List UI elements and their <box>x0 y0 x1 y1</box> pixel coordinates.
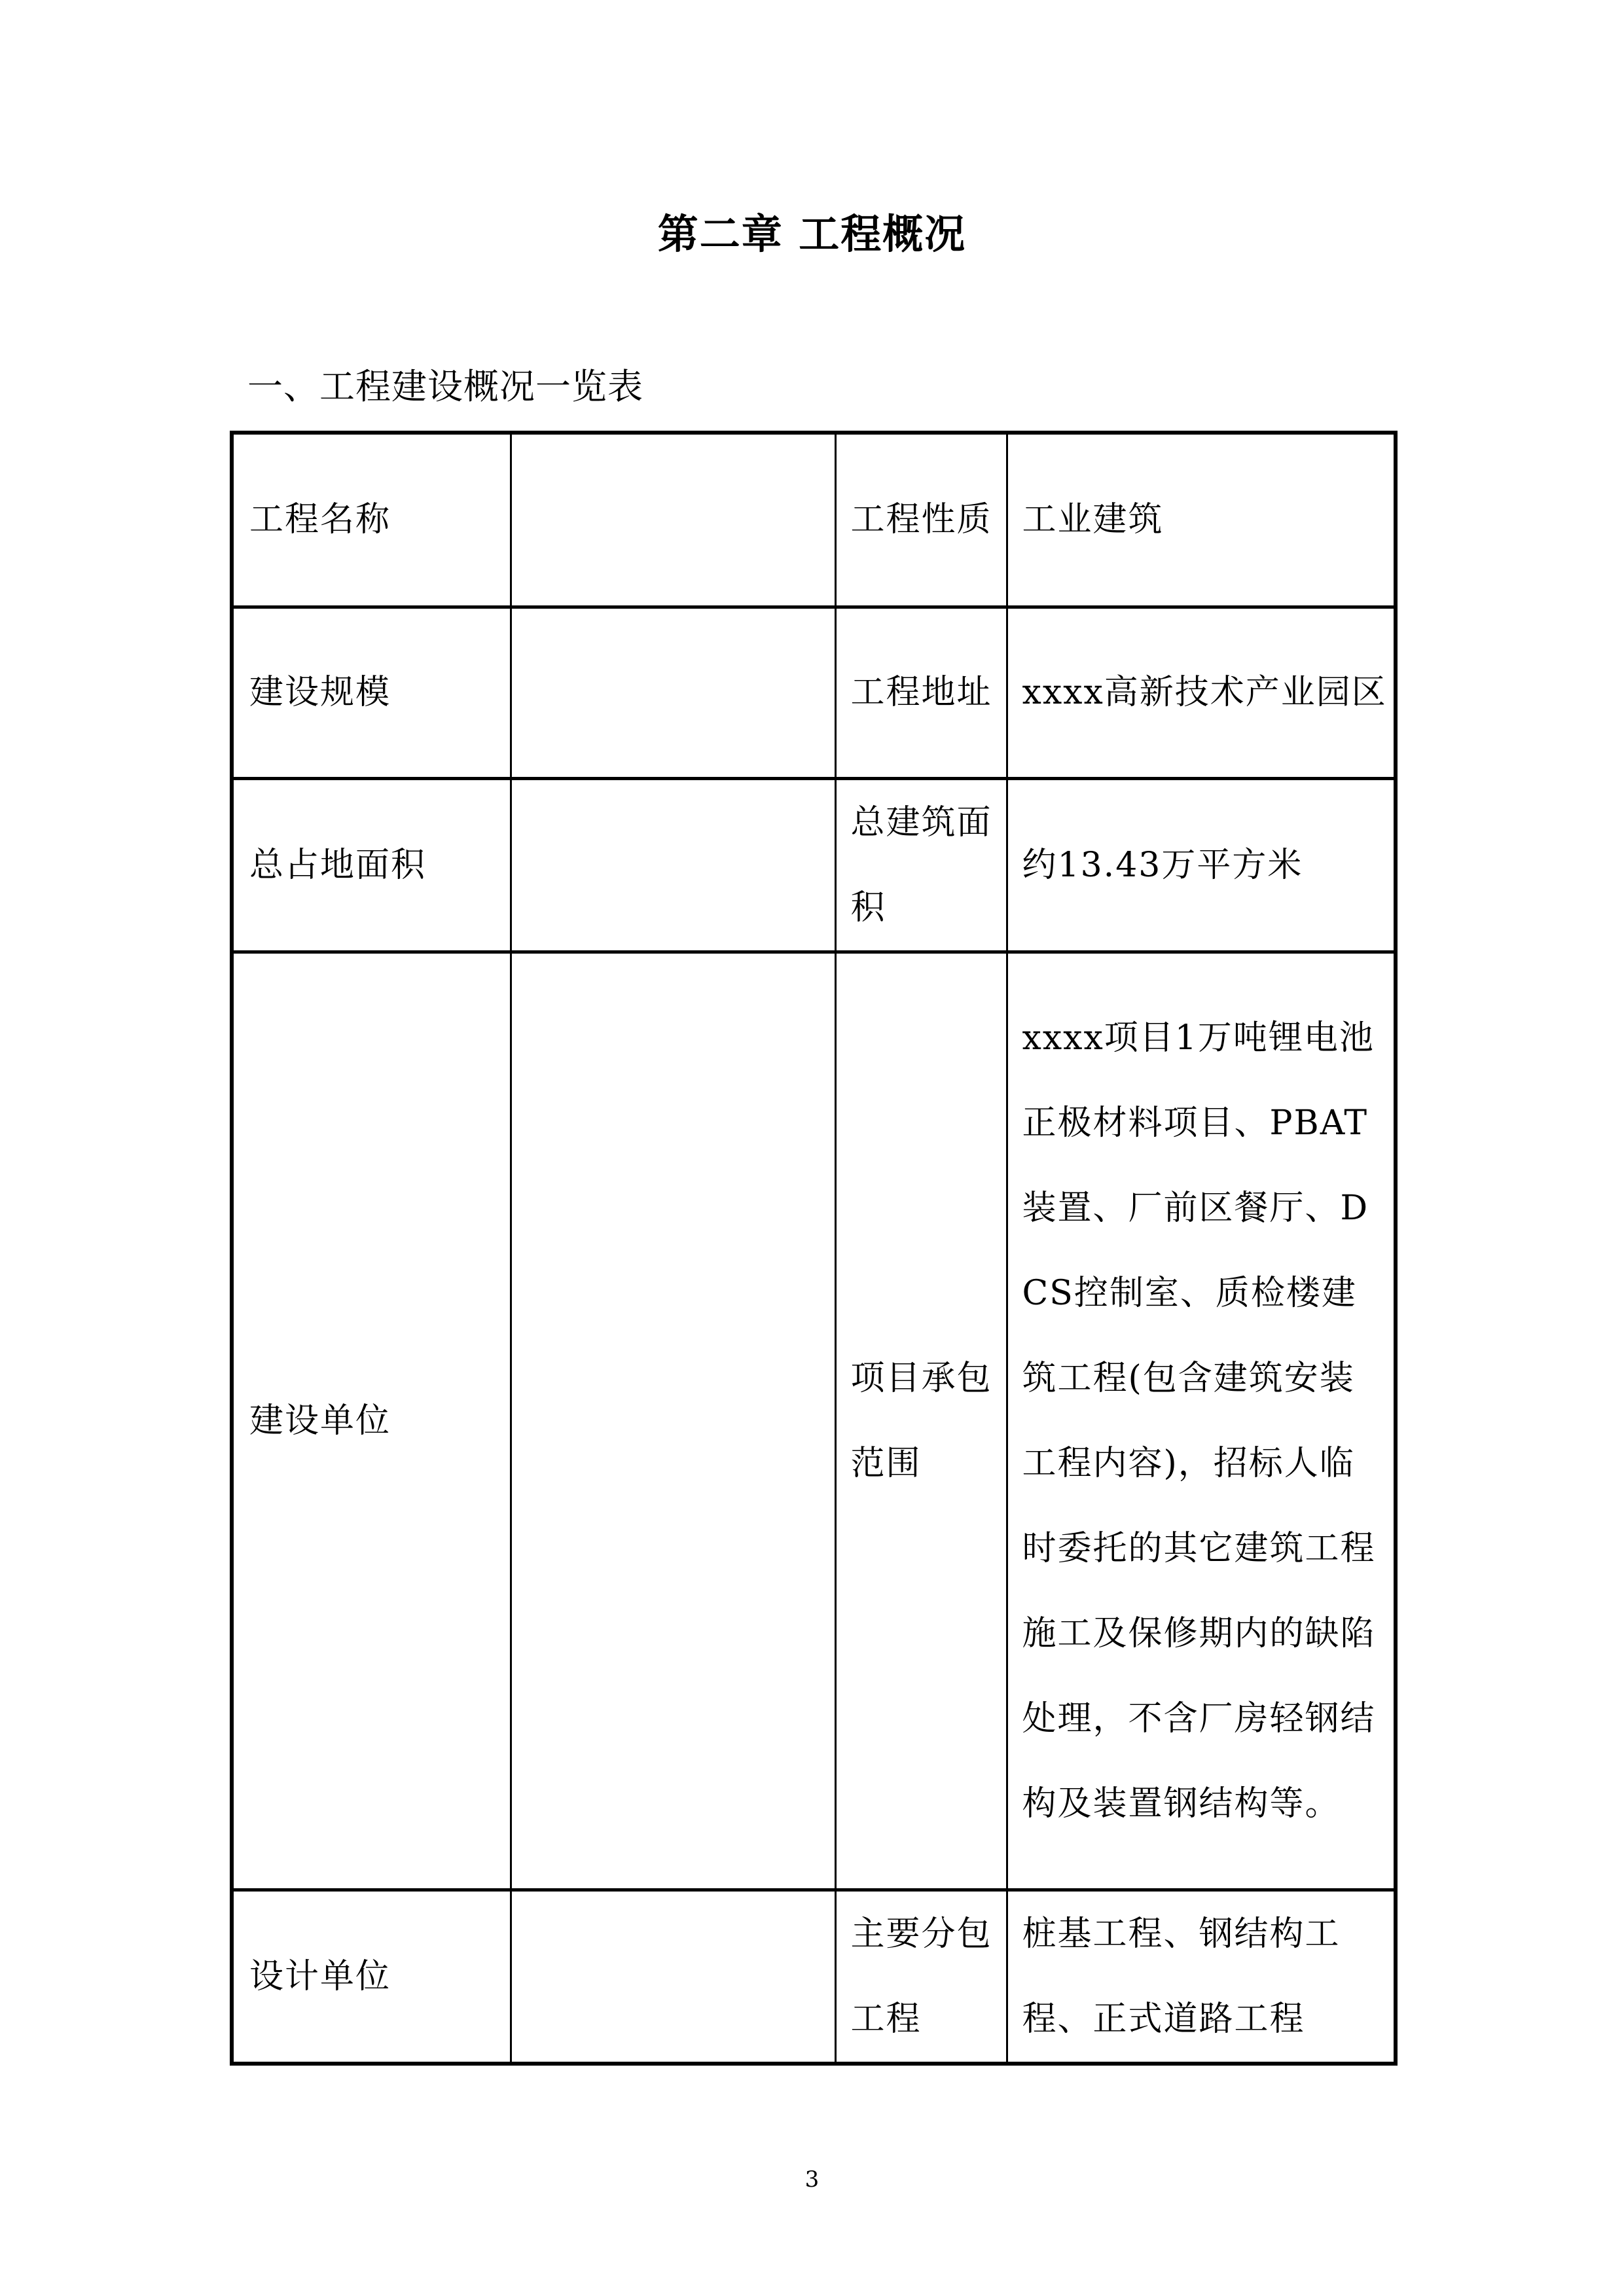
section-heading: 一、工程建设概况一览表 <box>247 366 643 407</box>
value-construction-unit <box>511 952 835 1890</box>
value-total-land-area <box>511 778 835 952</box>
table-row <box>232 1890 1396 2064</box>
label-construction-scale: 建设规模 <box>232 607 511 778</box>
value-design-unit <box>511 1890 835 2064</box>
label-total-building-area: 总建筑面积 <box>835 778 1007 952</box>
value-contract-scope: xxxx项目1万吨锂电池正极材料项目、PBAT装置、厂前区餐厅、DCS控制室、质检楼建筑工程(包含建筑安装工程内容)，招标人临时委托的其它建筑工程施工及保修期内的缺陷处理，不含厂房轻钢结构及装置钢结构等。 <box>1007 952 1396 1890</box>
table-row <box>232 952 1396 1890</box>
label-construction-unit: 建设单位 <box>232 952 511 1890</box>
label-main-subcontracts: 主要分包工程 <box>835 1890 1007 2064</box>
value-project-nature: 工业建筑 <box>1007 433 1396 607</box>
label-design-unit: 设计单位 <box>232 1890 511 2064</box>
table-row <box>232 607 1396 778</box>
page-number: 3 <box>804 2166 820 2193</box>
value-project-address: xxxx高新技术产业园区 <box>1007 607 1396 778</box>
value-project-name <box>511 433 835 607</box>
label-project-nature: 工程性质 <box>835 433 1007 607</box>
table-row <box>232 778 1396 952</box>
value-construction-scale <box>511 607 835 778</box>
chapter-title: 第二章 工程概况 <box>657 210 967 258</box>
table-row <box>232 433 1396 607</box>
project-overview-table <box>230 431 1398 2066</box>
value-main-subcontracts: 桩基工程、钢结构工程、正式道路工程 <box>1007 1890 1396 2064</box>
label-project-address: 工程地址 <box>835 607 1007 778</box>
label-total-land-area: 总占地面积 <box>232 778 511 952</box>
label-project-name: 工程名称 <box>232 433 511 607</box>
value-total-building-area: 约13.43万平方米 <box>1007 778 1396 952</box>
label-contract-scope: 项目承包范围 <box>835 952 1007 1890</box>
